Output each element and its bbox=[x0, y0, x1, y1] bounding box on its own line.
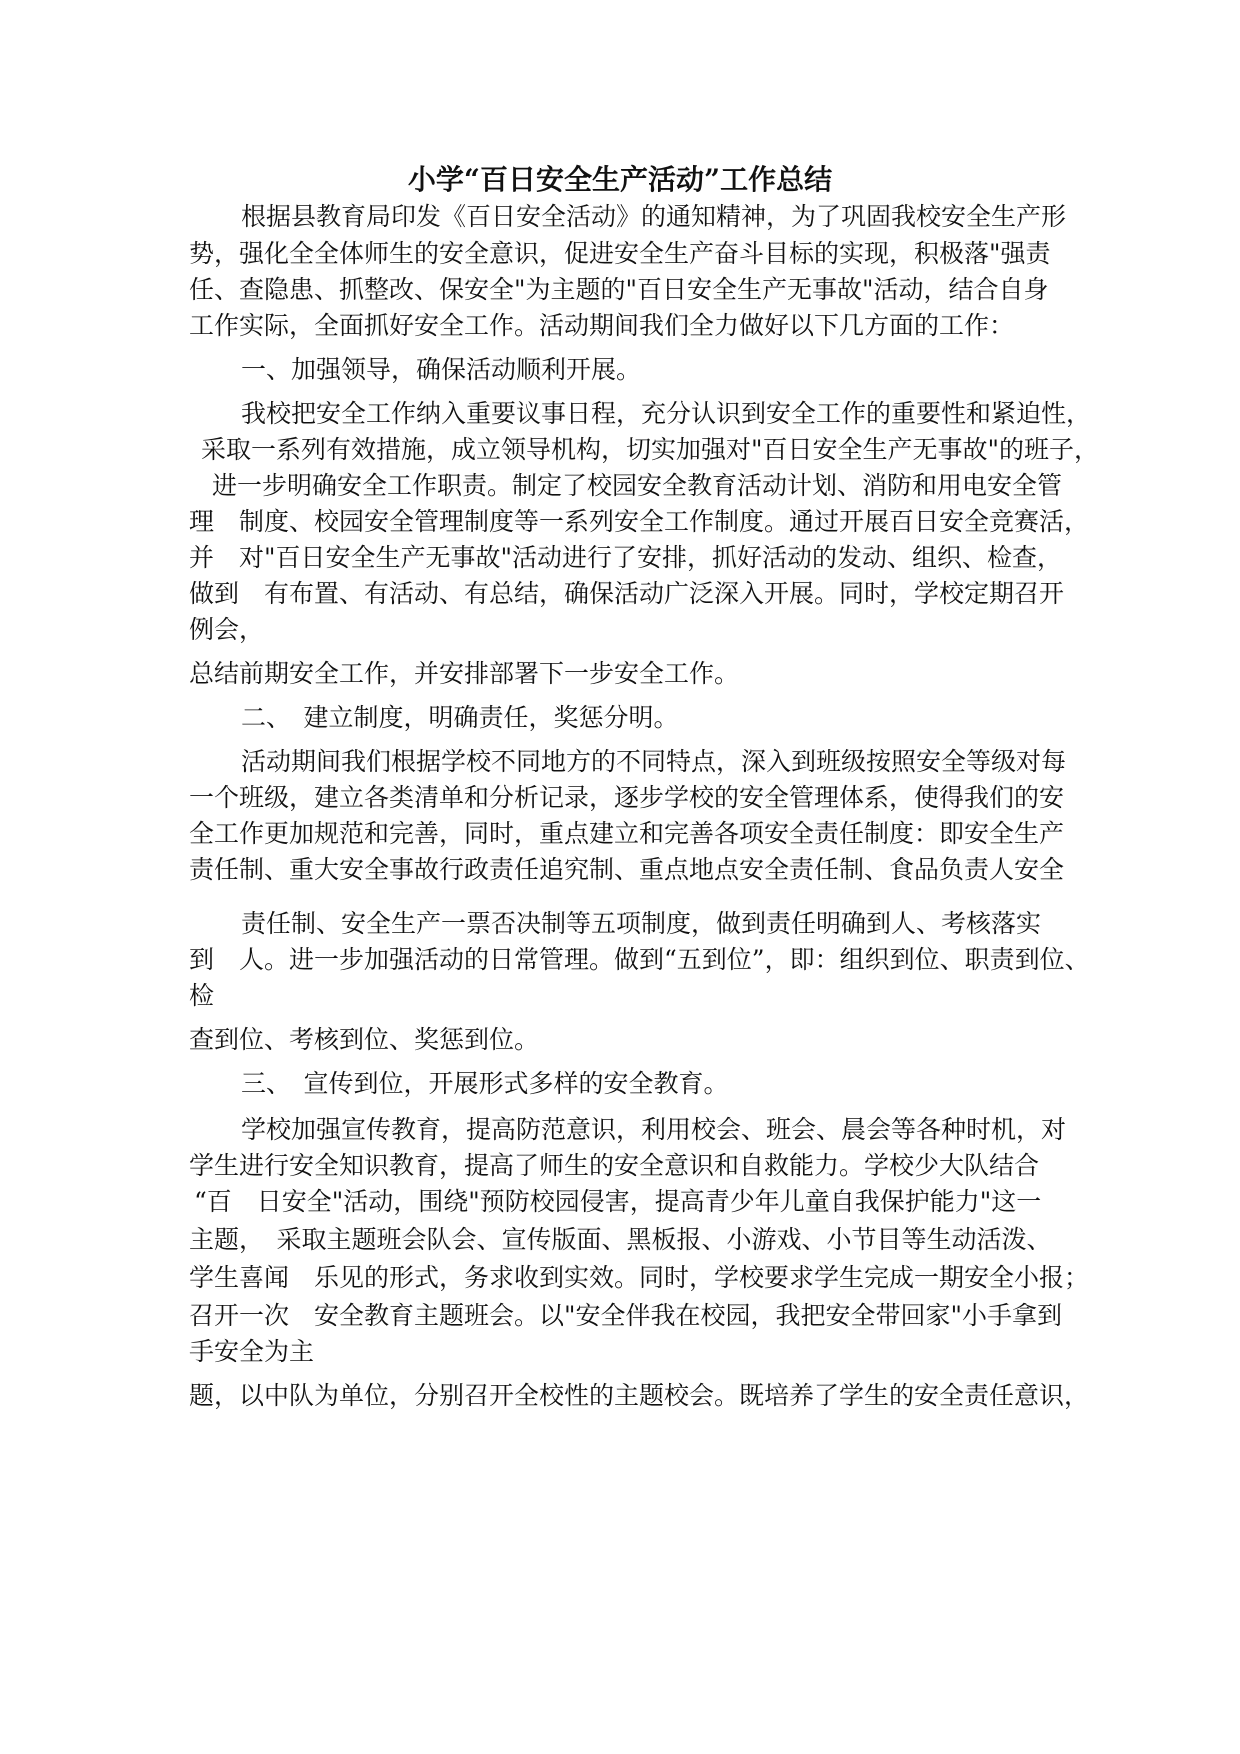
section-heading-2: 二、 建立制度，明确责任，奖惩分明。 bbox=[241, 703, 679, 732]
text-line: 学生进行安全知识教育，提高了师生的安全意识和自救能力。学校少大队结合 bbox=[189, 1151, 1040, 1180]
text-line: 责任制、安全生产一票否决制等五项制度，做到责任明确到人、考核落实 bbox=[241, 909, 1042, 938]
text-line: “百 日安全"活动，围绕"预防校园侵害，提高青少年儿童自我保护能力"这一 bbox=[194, 1187, 1042, 1216]
text-line: 例会， bbox=[189, 615, 265, 644]
section-heading-1: 一、加强领导，确保活动顺利开展。 bbox=[241, 355, 642, 384]
text-line: 学校加强宣传教育，提高防范意识，利用校会、班会、晨会等各种时机，对 bbox=[241, 1115, 1067, 1144]
text-line: 学生喜闻 乐见的形式，务求收到实效。同时，学校要求学生完成一期安全小报； bbox=[189, 1263, 1090, 1292]
text-line: 根据县教育局印发《百日安全活动》的通知精神，为了巩固我校安全生产形 bbox=[241, 202, 1067, 231]
text-line: 理 制度、校园安全管理制度等一系列安全工作制度。通过开展百日安全竞赛活， bbox=[189, 507, 1090, 536]
text-line: 做到 有布置、有活动、有总结，确保活动广泛深入开展。同时，学校定期召开 bbox=[189, 579, 1065, 608]
text-line: 召开一次 安全教育主题班会。以"安全伴我在校园，我把安全带回家"小手拿到 bbox=[189, 1301, 1063, 1330]
text-line: 我校把安全工作纳入重要议事日程，充分认识到安全工作的重要性和紧迫性， bbox=[241, 399, 1092, 428]
text-line: 一个班级，建立各类清单和分析记录，逐步学校的安全管理体系，使得我们的安 bbox=[189, 783, 1065, 812]
text-line: 活动期间我们根据学校不同地方的不同特点，深入到班级按照安全等级对每 bbox=[241, 747, 1067, 776]
text-line: 责任制、重大安全事故行政责任追究制、重点地点安全责任制、食品负责人安全 bbox=[189, 855, 1065, 884]
text-line: 手安全为主 bbox=[189, 1337, 315, 1366]
text-line: 查到位、考核到位、奖惩到位。 bbox=[189, 1025, 540, 1054]
text-line: 到 人。进一步加强活动的日常管理。做到“五到位”，即：组织到位、职责到位、 bbox=[189, 945, 1090, 974]
text-line: 并 对"百日安全生产无事故"活动进行了安排，抓好活动的发动、组织、检查， bbox=[189, 543, 1063, 572]
text-line: 题，以中队为单位，分别召开全校性的主题校会。既培养了学生的安全责任意识， bbox=[189, 1381, 1090, 1410]
document-title: 小学“百日安全生产活动”工作总结 bbox=[407, 163, 833, 196]
section-heading-3: 三、 宣传到位，开展形式多样的安全教育。 bbox=[241, 1069, 729, 1098]
text-line: 检 bbox=[189, 981, 215, 1010]
text-line: 进一步明确安全工作职责。制定了校园安全教育活动计划、消防和用电安全管 bbox=[212, 471, 1063, 500]
text-line: 势，强化全全体师生的安全意识，促进安全生产奋斗目标的实现，积极落"强责 bbox=[189, 239, 1051, 268]
text-line: 采取一系列有效措施，成立领导机构，切实加强对"百日安全生产无事故"的班子， bbox=[201, 435, 1100, 464]
text-line: 总结前期安全工作，并安排部署下一步安全工作。 bbox=[189, 659, 740, 688]
text-line: 工作实际，全面抓好安全工作。活动期间我们全力做好以下几方面的工作： bbox=[189, 311, 1015, 340]
text-line: 全工作更加规范和完善，同时，重点建立和完善各项安全责任制度：即安全生产 bbox=[189, 819, 1065, 848]
text-line: 主题， 采取主题班会队会、宣传版面、黑板报、小游戏、小节目等生动活泼、 bbox=[189, 1225, 1052, 1254]
text-line: 任、查隐患、抓整改、保安全"为主题的"百日安全生产无事故"活动，结合自身 bbox=[189, 275, 1049, 304]
